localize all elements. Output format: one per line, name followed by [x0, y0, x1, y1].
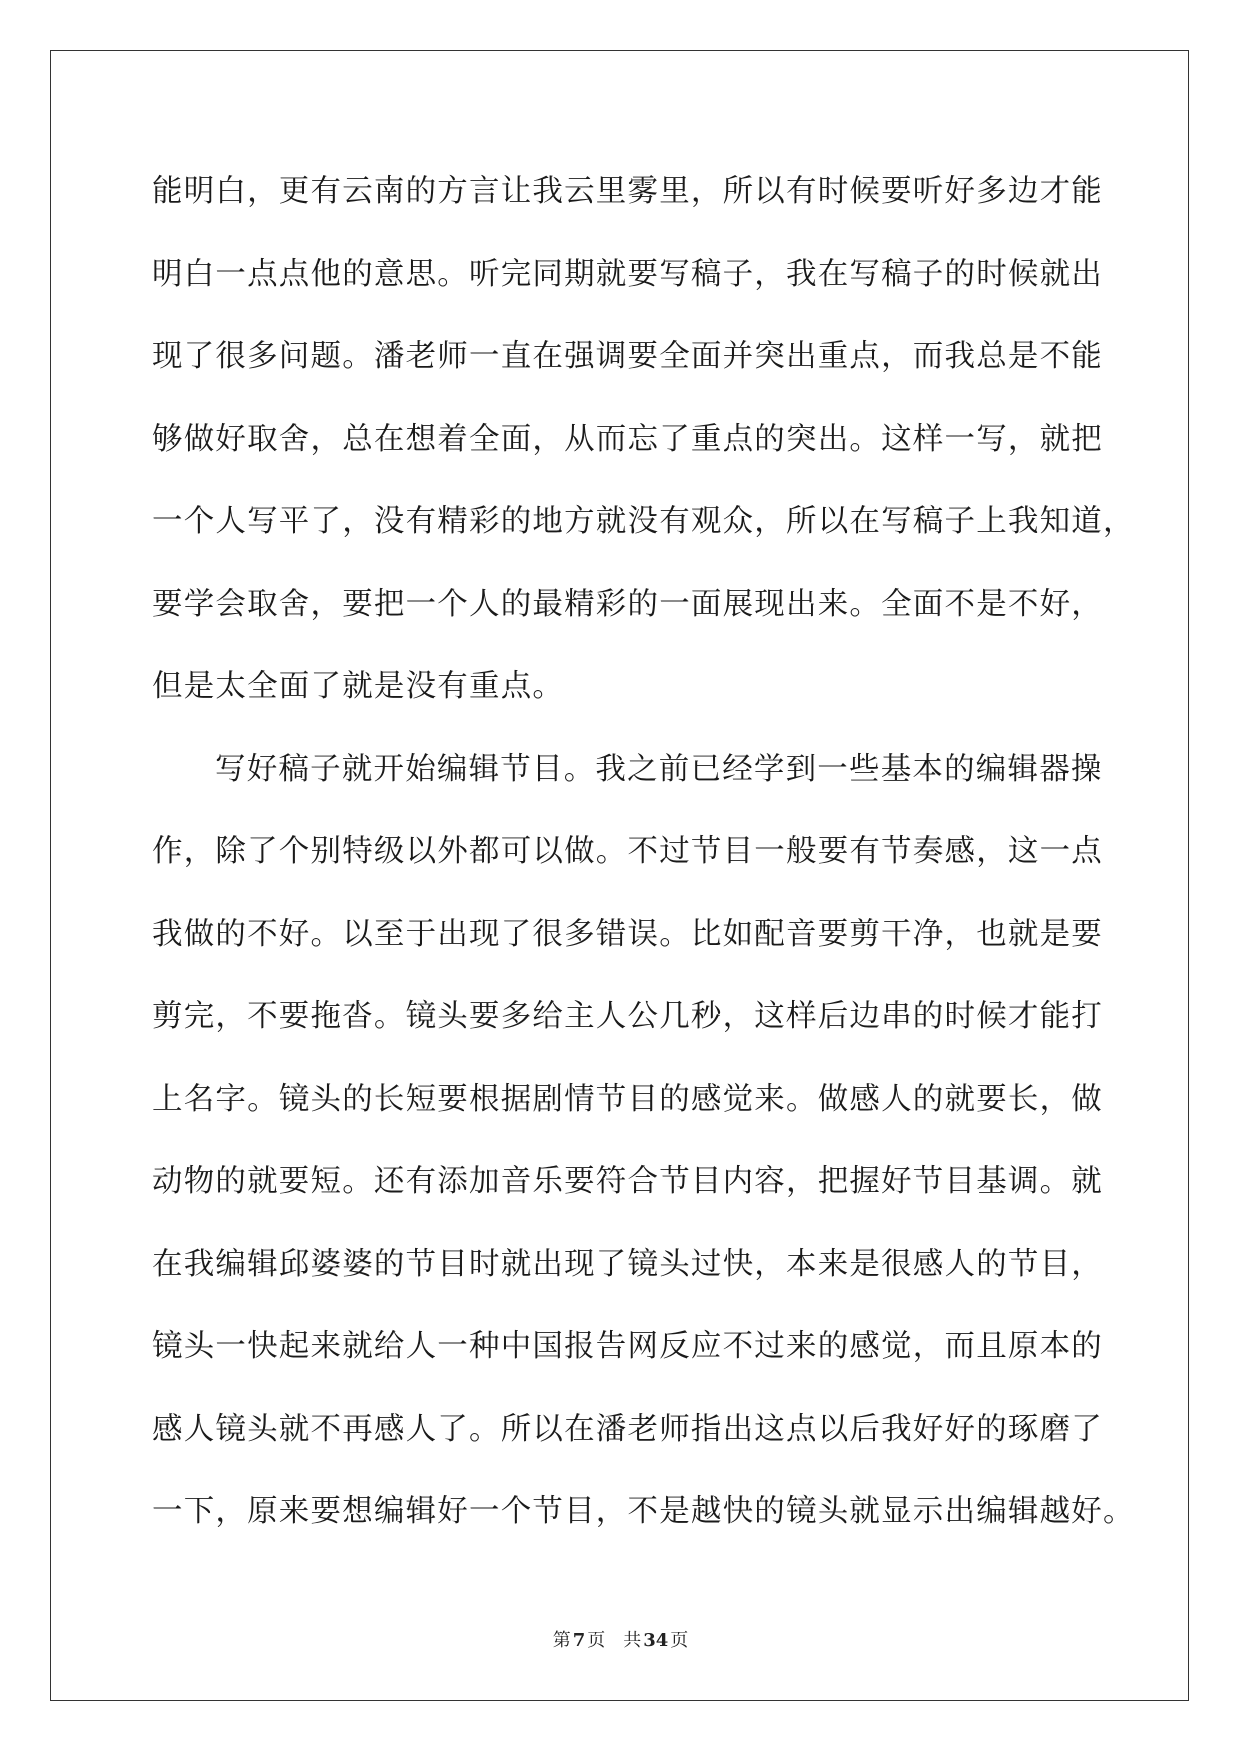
paragraph-1	[152, 164, 1135, 742]
total-pages-number: 34	[643, 1630, 669, 1651]
text-line: 但是太全面了就是没有重点。	[152, 669, 565, 704]
text-line: 在我编辑邱婆婆的节目时就出现了镜头过快，本来是很感人的节目，	[152, 1246, 1103, 1282]
text-line: 能明白，更有云南的方言让我云里雾里，所以有时候要听好多边才能	[152, 174, 1103, 209]
page-footer	[0, 1626, 1241, 1652]
document-body	[152, 164, 1135, 1567]
page-prefix: 第	[552, 1630, 571, 1651]
text-line: 要学会取舍，要把一个人的最精彩的一面展现出来。全面不是不好，	[152, 586, 1103, 622]
text-line: 够做好取舍，总在想着全面，从而忘了重点的突出。这样一写，就把	[152, 421, 1103, 457]
total-prefix: 共	[623, 1630, 642, 1651]
text-line: 现了很多问题。潘老师一直在强调要全面并突出重点，而我总是不能	[152, 339, 1103, 374]
text-line: 上名字。镜头的长短要根据剧情节目的感觉来。做感人的就要长，做	[152, 1081, 1103, 1117]
text-line: 一个人写平了，没有精彩的地方就没有观众，所以在写稿子上我知道，	[152, 504, 1135, 539]
text-line-indented: 写好稿子就开始编辑节目。我之前已经学到一些基本的编辑器操	[215, 751, 1103, 787]
text-line: 剪完，不要拖沓。镜头要多给主人公几秒，这样后边串的时候才能打	[152, 999, 1103, 1034]
current-page-number: 7	[572, 1630, 586, 1651]
text-line: 感人镜头就不再感人了。所以在潘老师指出这点以后我好好的琢磨了	[152, 1411, 1103, 1447]
total-suffix: 页	[670, 1630, 689, 1651]
text-line: 镜头一快起来就给人一种中国报告网反应不过来的感觉，而且原本的	[152, 1329, 1103, 1364]
text-line: 明白一点点他的意思。听完同期就要写稿子，我在写稿子的时候就出	[152, 256, 1103, 292]
text-line: 一下，原来要想编辑好一个节目，不是越快的镜头就显示出编辑越好。	[152, 1494, 1135, 1529]
page-suffix: 页	[587, 1630, 606, 1651]
text-line: 动物的就要短。还有添加音乐要符合节目内容，把握好节目基调。就	[152, 1164, 1103, 1199]
text-line: 作，除了个别特级以外都可以做。不过节目一般要有节奏感，这一点	[152, 834, 1103, 869]
text-line: 我做的不好。以至于出现了很多错误。比如配音要剪干净，也就是要	[152, 916, 1103, 952]
paragraph-2	[152, 742, 1135, 1567]
